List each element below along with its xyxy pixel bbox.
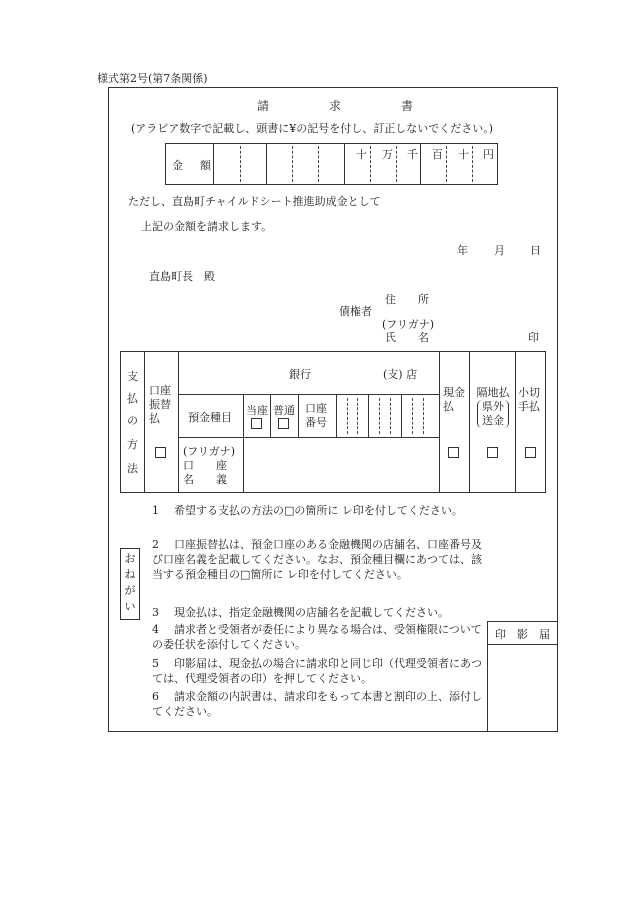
account-name-label-1: (フリガナ): [183, 445, 236, 458]
note-4-num: 4: [152, 623, 159, 636]
branch-label: (支) 店: [383, 368, 418, 381]
note-2: [152, 537, 482, 582]
check-label-1: 小切: [518, 386, 540, 399]
side-label-5: 法: [127, 462, 138, 475]
onegai-2: ね: [124, 568, 136, 581]
bank-label: 銀行: [289, 368, 311, 381]
creditor-label: 債権者: [339, 305, 372, 318]
note-4: [152, 622, 482, 652]
side-label-1: 支: [127, 370, 138, 383]
note-6-num: 6: [152, 690, 159, 703]
address-label: 住 所: [385, 293, 429, 306]
note-2-text: 口座振替払は、預金口座のある金融機関の店舗名、口座番号及び口座名義を記載してください。なお、預金種目欄にあつては、該当する預金種目の□箇所に レ印を付してください。: [152, 538, 482, 581]
transfer-checkbox[interactable]: [155, 447, 166, 458]
account-name-label-3: 名 義: [183, 473, 227, 486]
account-name-label-2: 口 座: [183, 459, 227, 472]
futsu-checkbox[interactable]: [278, 418, 289, 429]
remote-label: [474, 386, 512, 428]
furigana-label: (フリガナ): [382, 318, 435, 331]
name-label: 氏 名: [385, 331, 429, 344]
note-5-text: 印影届は、現金払の場合に請求印と同じ印（代理受領者にあつては、代理受領者の印）を押してください。: [152, 657, 482, 685]
touza-label: 当座: [246, 404, 268, 417]
transfer-label-1: 口座: [149, 384, 171, 397]
seal-mark: 印: [528, 331, 539, 344]
onegai-1: お: [124, 552, 136, 565]
onegai-3: が: [124, 584, 136, 597]
amount-label-1: 金: [172, 159, 183, 172]
onegai-label: [120, 551, 140, 615]
note-6: [152, 689, 482, 719]
digit-label-ju-man: 十: [356, 148, 367, 161]
cash-label: [443, 386, 465, 414]
title-char-1: 請: [257, 99, 270, 113]
account-name-label: [183, 445, 235, 487]
note-4-text: 請求者と受領者が委任により異なる場合は、受領権限についての委任状を添付してください。: [152, 623, 482, 651]
digit-label-en: 円: [483, 148, 494, 161]
remote-bracket: [477, 400, 509, 428]
request-text: 上記の金額を請求します。: [141, 220, 273, 233]
digit-label-man: 万: [382, 148, 393, 161]
digit-label-ju: 十: [458, 148, 469, 161]
amount-box: [165, 143, 498, 185]
title-char-3: 書: [401, 99, 414, 113]
note-1: [152, 503, 482, 518]
digit-label-sen: 千: [407, 148, 418, 161]
check-checkbox[interactable]: [525, 447, 536, 458]
cash-checkbox[interactable]: [448, 447, 459, 458]
note-3: [152, 605, 482, 620]
transfer-label-2: 振替: [149, 398, 171, 411]
touza-checkbox[interactable]: [251, 418, 262, 429]
date-month: 月: [494, 244, 505, 257]
date-day: 日: [530, 244, 541, 257]
transfer-label: [149, 384, 171, 426]
cash-label-1: 現金: [443, 386, 465, 399]
note-2-num: 2: [152, 538, 159, 551]
remote-label-3: 送金: [482, 414, 504, 427]
title-char-2: 求: [329, 99, 342, 113]
remote-checkbox[interactable]: [487, 447, 498, 458]
cash-label-2: 払: [443, 400, 454, 413]
onegai-4: い: [124, 600, 136, 613]
form-id: 様式第2号(第7条関係): [97, 72, 208, 85]
addressee: 直島町長 殿: [149, 270, 215, 283]
note-3-num: 3: [152, 606, 159, 619]
transfer-label-3: 払: [149, 412, 160, 425]
note-6-text: 請求金額の内訳書は、請求印をもって本書と割印の上、添付してください。: [152, 690, 482, 718]
check-label-2: 手払: [518, 400, 540, 413]
deposit-type-label: 預金種目: [188, 411, 232, 424]
remote-label-1: 隔地払: [476, 386, 510, 399]
proviso-text: ただし、直島町チャイルドシート推進助成金として: [128, 195, 381, 208]
note-5-num: 5: [152, 657, 159, 670]
note-1-text: 希望する支払の方法の□の箇所に レ印を付してください。: [174, 504, 463, 517]
amount-label-2: 額: [200, 159, 211, 172]
account-no-label-2: 番号: [305, 416, 327, 429]
instruction-text: (アラビア数字で記載し、頭書に¥の記号を付し、訂正しないでください。): [131, 122, 494, 135]
side-label-3: の: [127, 414, 138, 427]
seal-box-label: 印 影 届: [495, 628, 550, 641]
check-label: [518, 386, 540, 414]
note-1-num: 1: [152, 504, 159, 517]
side-label-4: 方: [127, 438, 138, 451]
account-no-label-1: 口座: [305, 402, 327, 415]
digit-label-hyaku: 百: [432, 148, 443, 161]
remote-label-2: 県外: [482, 400, 504, 413]
note-5: [152, 656, 482, 686]
side-label-2: 払: [127, 392, 138, 405]
note-3-text: 現金払は、指定金融機関の店舗名を記載してください。: [174, 606, 449, 619]
account-no-label: [305, 402, 327, 430]
date-year: 年: [457, 244, 468, 257]
futsu-label: 普通: [273, 404, 295, 417]
